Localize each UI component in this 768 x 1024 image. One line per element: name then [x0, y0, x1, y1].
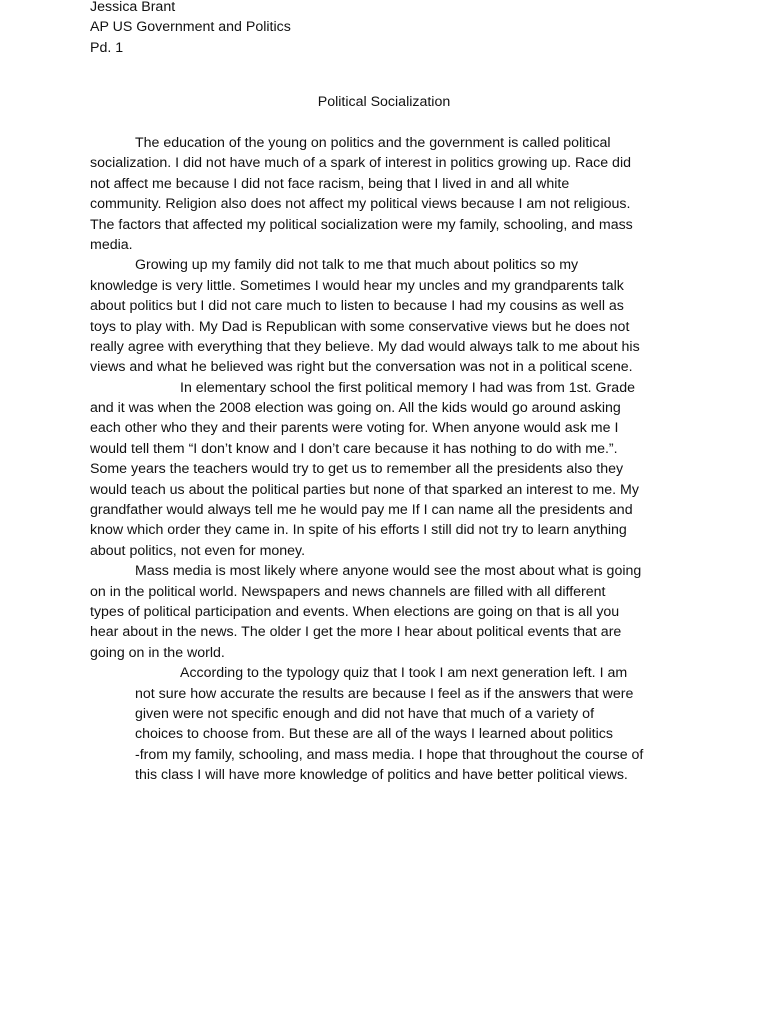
class-period: Pd. 1: [90, 39, 124, 56]
essay-line: According to the typology quiz that I took I am next generation left. I am: [180, 665, 628, 682]
essay-line: on in the political world. Newspapers and news channels are filled with all different: [90, 583, 606, 600]
essay-line: about politics, not even for money.: [90, 542, 306, 559]
essay-line: choices to choose from. But these are all of the ways I learned about politics: [135, 726, 613, 743]
essay-line: -from my family, schooling, and mass media. I hope that throughout the course of: [135, 746, 644, 763]
essay-body: [90, 133, 690, 786]
essay-line: Mass media is most likely where anyone would see the most about what is going: [135, 563, 642, 580]
essay-line: media.: [90, 236, 133, 253]
essay-line: about politics but I did not care much to listen to because I had my cousins as well as: [90, 298, 624, 315]
essay-line: would tell them “I don’t know and I don’t care because it has nothing to do with me.”.: [90, 440, 618, 457]
essay-line: knowledge is very little. Sometimes I would hear my uncles and my grandparents talk: [90, 277, 624, 294]
essay-line: know which order they came in. In spite of his efforts I still did not try to learn anything: [90, 522, 627, 539]
essay-line: going on in the world.: [90, 644, 225, 661]
essay-line: would teach us about the political parties but none of that sparked an interest to me. My: [90, 481, 639, 498]
essay-line: types of political participation and events. When elections are going on that is all you: [90, 603, 620, 620]
essay-line: socialization. I did not have much of a spark of interest in politics growing up. Race did: [90, 155, 631, 172]
essay-line: each other who they and their parents were voting for. When anyone would ask me I: [90, 420, 619, 437]
essay-line: grandfather would always tell me he would pay me If I can name all the presidents and: [90, 502, 633, 519]
essay-line: The education of the young on politics and the government is called political: [135, 135, 611, 151]
essay-line: hear about in the news. The older I get the more I hear about political events that are: [90, 624, 622, 641]
essay-line: The factors that affected my political socialization were my family, schooling, and mass: [90, 216, 633, 233]
essay-line: In elementary school the first political memory I had was from 1st. Grade: [180, 379, 635, 396]
essay-line: Growing up my family did not talk to me that much about politics so my: [135, 257, 579, 274]
essay-line: and it was when the 2008 election was going on. All the kids would go around asking: [90, 400, 621, 417]
essay-line: given were not specific enough and did not have that much of a variety of: [135, 705, 595, 722]
essay-line: really agree with everything that they believe. My dad would always talk to me about his: [90, 338, 640, 355]
essay-line: not affect me because I did not face racism, being that I lived in and all white: [90, 175, 570, 192]
essay-line: not sure how accurate the results are because I feel as if the answers that were: [135, 685, 634, 702]
essay-line: community. Religion also does not affect my political views because I am not religious.: [90, 196, 631, 213]
essay-line: this class I will have more knowledge of politics and have better political views.: [135, 767, 628, 784]
document-header: [90, 0, 291, 58]
essay-line: toys to play with. My Dad is Republican with some conservative views but he does not: [90, 318, 630, 335]
essay-title: Political Socialization: [317, 94, 451, 110]
essay-line: Some years the teachers would try to get us to remember all the presidents also they: [90, 461, 624, 478]
essay-line: views and what he believed was right but the conversation was not in a political scene.: [90, 359, 633, 376]
author-name: Jessica Brant: [90, 0, 176, 15]
course-name: AP US Government and Politics: [90, 19, 291, 36]
